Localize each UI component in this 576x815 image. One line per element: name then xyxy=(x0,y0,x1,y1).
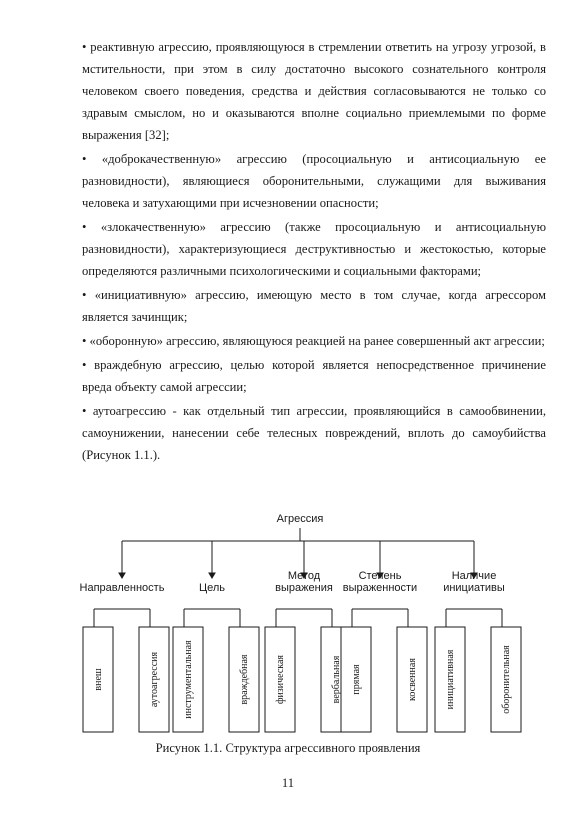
diagram-root-label: Агрессия xyxy=(276,513,324,525)
bullet-paragraph: • реактивную агрессию, проявляющуюся в стремлении ответить на угрозу угрозой, в мстительности, при этом в силу достаточно высокого сознательного контроля человеком своего поведения, средства и действия согласовываются не только со здравым смыслом, но и оказываются вполне социально приемлемыми по форме выражения [32]; xyxy=(82,40,546,142)
bullet-paragraph: • «оборонную» агрессию, являющуюся реакцией на ранее совершенный акт агрессии; xyxy=(82,334,545,348)
bullet-paragraph: • «доброкачественную» агрессию (просоциальную и антисоциальную ее разновидности), являющиеся оборонительными, служащими для выживания человека и затухающими при исчезновении опасности; xyxy=(82,152,546,210)
diagram-category-label: Цель xyxy=(198,582,226,594)
diagram-leaf-label: прямая xyxy=(351,664,362,695)
bullet-paragraph: • аутоагрессию - как отдельный тип агрессии, проявляющийся в самообвинении, самоунижении, нанесении себе телесных повреждений, вплоть до самоубийства (Рисунок 1.1.). xyxy=(82,404,546,462)
diagram-category-label: Наличие xyxy=(451,570,497,582)
diagram-leaf-label: внеш xyxy=(93,668,104,691)
bullet-paragraph: • «инициативную» агрессию, имеющую место в том случае, когда агрессором является зачинщик; xyxy=(82,288,546,324)
diagram-category-label: выражения xyxy=(275,582,333,594)
diagram-leaf-label: вербальная xyxy=(331,655,342,704)
arrow-head-icon xyxy=(209,573,215,578)
diagram-leaf-label: косвенная xyxy=(407,658,418,701)
diagram-leaf-label: враждебная xyxy=(239,654,250,705)
figure-caption: Рисунок 1.1. Структура агрессивного проявления xyxy=(155,741,421,755)
diagram-leaf-label: аутоагрессия xyxy=(149,651,160,708)
diagram-category-label: Степень xyxy=(358,570,402,582)
diagram-leaf-label: инициативная xyxy=(445,649,456,710)
arrow-head-icon xyxy=(119,573,125,578)
diagram-leaf-label: физическая xyxy=(275,654,286,705)
diagram-category-label: выраженности xyxy=(342,582,418,594)
page-number: 11 xyxy=(281,776,295,790)
diagram-category-label: инициативы xyxy=(443,582,505,594)
diagram-leaf-label: инструментальная xyxy=(183,640,194,719)
diagram-leaf-label: оборонительная xyxy=(501,645,512,714)
diagram-category-label: Метод xyxy=(287,570,321,582)
bullet-paragraph: • враждебную агрессию, целью которой является непосредственное причинение вреда объекту самой агрессии; xyxy=(82,358,546,394)
bullet-paragraph: • «злокачественную» агрессию (также просоциальную и антисоциальную разновидности), характеризующиеся деструктивностью и жестокостью, которые определяются различными психологическими и социальными факторами; xyxy=(82,220,546,278)
diagram-category-label: Направленность xyxy=(79,582,165,594)
